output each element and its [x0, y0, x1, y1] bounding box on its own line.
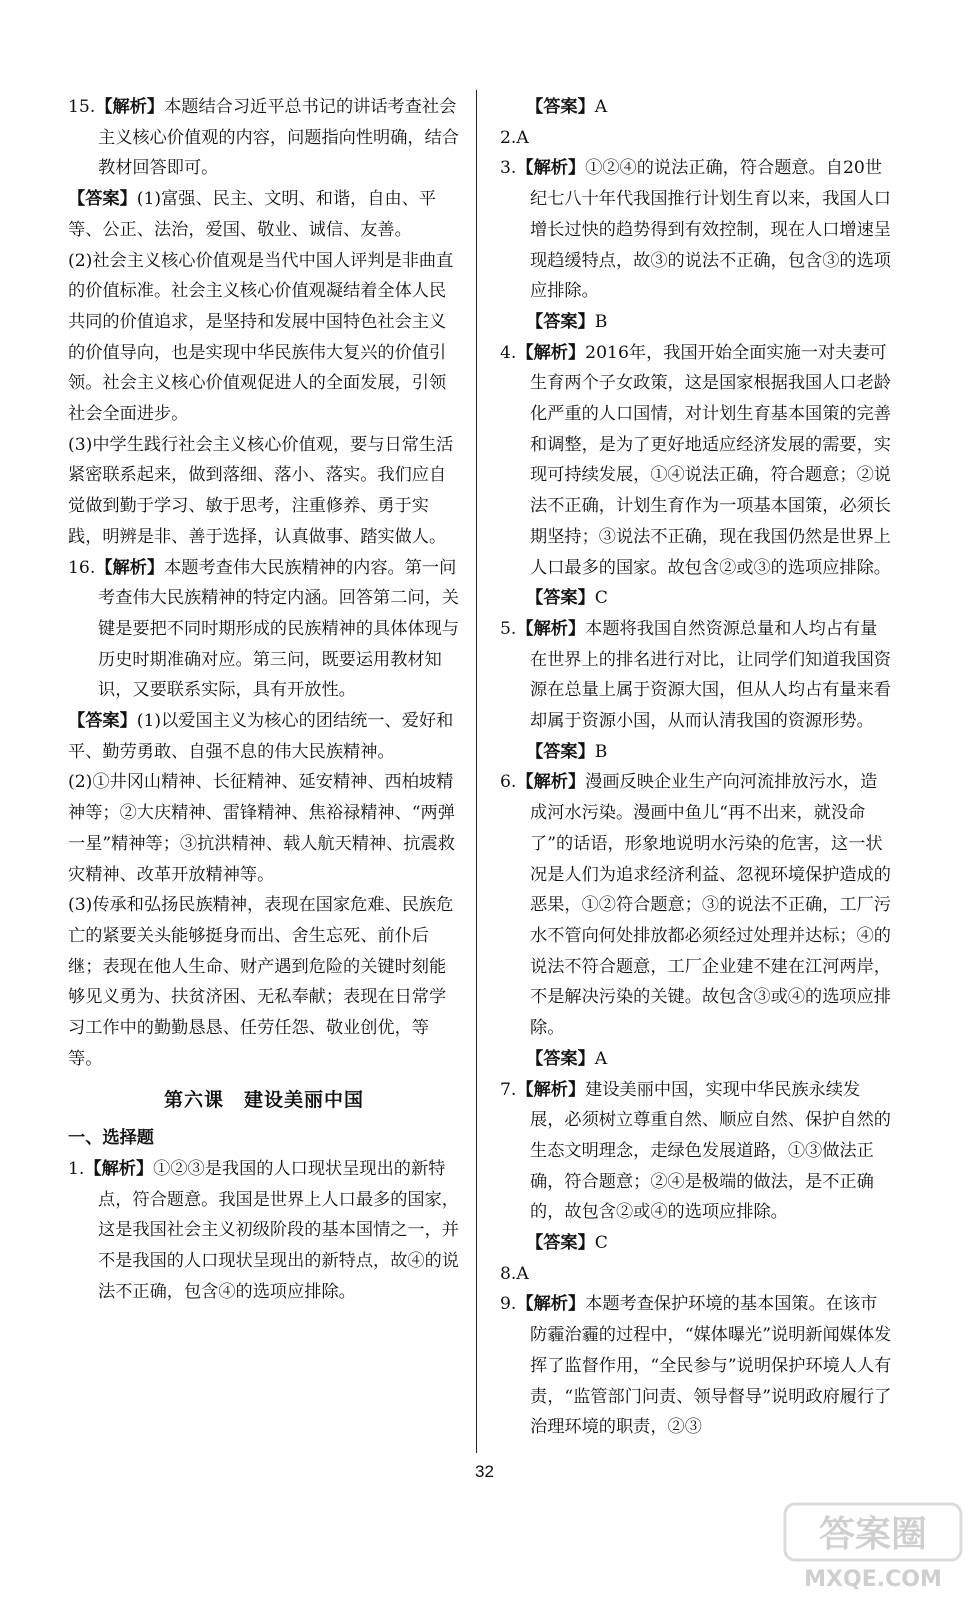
- body-text: B: [594, 311, 608, 332]
- body-text: 本题考查保护环境的基本国策。在该市防霾治霾的过程中，“媒体曝光”说明新闻媒体发挥了监督作用，“全民参与”说明保护环境人人有责，“监管部门问责、领导督导”说明政府履行了治理环境的职责，②③: [530, 1294, 892, 1438]
- question-number: 16.: [68, 557, 96, 578]
- question-number: 7.: [500, 1079, 517, 1100]
- analysis-label: 【解析】: [95, 97, 165, 117]
- answer-paragraph: [500, 1044, 892, 1075]
- answer-label: 【答案】: [68, 711, 137, 732]
- question-item: [500, 1289, 892, 1443]
- body-text: 建设美丽中国，实现中华民族永续发展，必须树立尊重自然、顺应自然、保护自然的生态文明理念，走绿色发展道路，①③做法正确，符合题意；②④是极端的做法，是不正确的，故包含②或④的选项应排除。: [530, 1079, 891, 1223]
- question-number: 15.: [68, 97, 96, 117]
- body-text: 第六课 建设美丽中国: [163, 1088, 364, 1111]
- body-text: (1)以爱国主义为核心的团结统一、爱好和平、勤劳勇敢、自强不息的伟大民族精神。: [68, 711, 454, 762]
- answer-paragraph: [500, 92, 892, 123]
- body-text: (3)中学生践行社会主义核心价值观，要与日常生活紧密联系起来，做到落细、落小、落实。我们应自觉做到勤于学习、敏于思考，注重修养、勇于实践，明辨是非、善于选择，认真做事、踏实做人。: [68, 434, 454, 547]
- question-number: 2.: [500, 127, 517, 148]
- answer-paragraph: [68, 706, 460, 767]
- body-text: 一、选择题: [68, 1128, 154, 1149]
- question-item: [500, 767, 892, 1043]
- paragraph: [68, 246, 460, 430]
- answer-label: 【答案】: [526, 741, 595, 762]
- question-item: [500, 1259, 892, 1290]
- question-number: 5.: [500, 618, 517, 639]
- body-text: 2016年，我国开始全面实施一对夫妻可生育两个子女政策，这是国家根据我国人口老龄化严重的人口国情，对计划生育基本国策的完善和调整，是为了更好地适应经济发展的需要，实现可持续发展，①④说法正确，符合题意；②说法不正确，计划生育作为一项基本国策，必须长期坚持；③说法不正确，现在我国仍然是世界上人口最多的国家。故包含②或③的选项应排除。: [530, 342, 891, 578]
- watermark-bottom: MXQE.COM: [804, 1567, 942, 1592]
- body-text: A: [516, 127, 529, 148]
- watermark-top: 答案圈: [818, 1514, 928, 1555]
- paragraph: [68, 767, 460, 890]
- body-text: 漫画反映企业生产向河流排放污水，造成河水污染。漫画中鱼儿“再不出来，就没命了”的话语，形象地说明水污染的危害，这一状况是人们为追求经济利益、忽视环境保护造成的恶果，①②符合题意；③的说法不正确，工厂污水不管向何处排放都必须经过处理并达标；④的说法不符合题意，工厂企业建不建在江河两岸，不是解决污染的关键。故包含③或④的选项应排除。: [530, 772, 891, 1039]
- right-column: [500, 92, 892, 1443]
- analysis-label: 【解析】: [516, 342, 586, 363]
- analysis-label: 【解析】: [516, 1294, 586, 1315]
- body-text: 本题将我国自然资源总量和人均占有量在世界上的排名进行对比，让同学们知道我国资源在总量上属于资源大国，但从人均占有量来看却属于资源小国，从而认清我国的资源形势。: [530, 618, 891, 732]
- question-number: 1.: [68, 1158, 85, 1179]
- left-column: [68, 92, 460, 1307]
- answer-paragraph: [500, 583, 892, 614]
- question-item: [500, 338, 892, 584]
- body-text: 本题考查伟大民族精神的内容。第一问考查伟大民族精神的特定内涵。回答第二问，关键是要把不同时期形成的民族精神的具体体现与历史时期准确对应。第三问，既要运用教材知识，又要联系实际，具有开放性。: [98, 557, 459, 701]
- answer-paragraph: [500, 307, 892, 338]
- question-item: [500, 1075, 892, 1229]
- body-text: A: [594, 97, 608, 117]
- body-text: 本题结合习近平总书记的讲话考查社会主义核心价值观的内容，问题指向性明确，结合教材回答即可。: [98, 97, 459, 179]
- body-text: C: [594, 1233, 608, 1254]
- answer-paragraph: [68, 184, 460, 245]
- question-number: 8.: [500, 1263, 517, 1284]
- paragraph: [68, 430, 460, 553]
- analysis-label: 【解析】: [516, 618, 586, 639]
- body-text: A: [516, 1263, 529, 1284]
- answer-paragraph: [500, 737, 892, 768]
- body-text: ①②④的说法正确，符合题意。自20世纪七八十年代我国推行计划生育以来，我国人口增长过快的趋势得到有效控制，现在人口增速呈现趋缓特点，故③的说法不正确，包含③的选项应排除。: [530, 158, 891, 302]
- body-text: (3)传承和弘扬民族精神，表现在国家危难、民族危亡的紧要关头能够挺身而出、舍生忘死、前仆后继；表现在他人生命、财产遇到危险的关键时刻能够见义勇为、扶贫济困、无私奉献；表现在日常学习工作中的勤勤恳恳、任劳任怨、敬业创优，等等。: [68, 895, 454, 1069]
- question-item: [500, 614, 892, 737]
- analysis-label: 【解析】: [84, 1158, 154, 1179]
- answer-paragraph: [500, 1228, 892, 1259]
- question-item: [68, 553, 460, 707]
- answer-label: 【答案】: [526, 588, 595, 609]
- body-text: B: [594, 741, 608, 762]
- column-divider: [476, 90, 477, 1453]
- question-item: [500, 153, 892, 307]
- body-text: (2)社会主义核心价值观是当代中国人评判是非曲直的价值标准。社会主义核心价值观凝结着全体人民共同的价值追求，是坚持和发展中国特色社会主义的价值导向，也是实现中华民族伟大复兴的价值引领。社会主义核心价值观促进人的全面发展，引领社会全面进步。: [68, 250, 454, 425]
- lesson-heading: [68, 1085, 460, 1116]
- answer-label: 【答案】: [68, 189, 137, 210]
- analysis-label: 【解析】: [95, 557, 165, 578]
- analysis-label: 【解析】: [516, 158, 586, 179]
- answer-label: 【答案】: [526, 1233, 595, 1254]
- question-item: [68, 92, 460, 184]
- body-text: (1)富强、民主、文明、和谐，自由、平等、公正、法治，爱国、敬业、诚信、友善。: [68, 189, 437, 240]
- question-number: 9.: [500, 1294, 517, 1315]
- answer-label: 【答案】: [526, 311, 595, 332]
- analysis-label: 【解析】: [516, 1079, 586, 1100]
- question-number: 4.: [500, 342, 517, 363]
- watermark-logo: [783, 1500, 963, 1594]
- paragraph: [68, 890, 460, 1074]
- analysis-label: 【解析】: [516, 772, 586, 793]
- question-item: [68, 1154, 460, 1308]
- body-text: (2)①井冈山精神、长征精神、延安精神、西柏坡精神等；②大庆精神、雷锋精神、焦裕禄精神、“两弹一星”精神等；③抗洪精神、载人航天精神、抗震救灾精神、改革开放精神等。: [68, 772, 455, 885]
- question-number: 3.: [500, 158, 517, 179]
- answer-label: 【答案】: [526, 97, 595, 117]
- question-number: 6.: [500, 772, 517, 793]
- answer-label: 【答案】: [526, 1048, 595, 1069]
- page-number: 32: [475, 1462, 494, 1481]
- body-text: A: [594, 1048, 608, 1069]
- body-text: C: [594, 588, 608, 609]
- section-title: [68, 1123, 460, 1154]
- body-text: ①②③是我国的人口现状呈现出的新特点，符合题意。我国是世界上人口最多的国家，这是我国社会主义初级阶段的基本国情之一，并不是我国的人口现状呈现出的新特点，故④的说法不正确，包含④的选项应排除。: [98, 1158, 459, 1302]
- question-item: [500, 123, 892, 154]
